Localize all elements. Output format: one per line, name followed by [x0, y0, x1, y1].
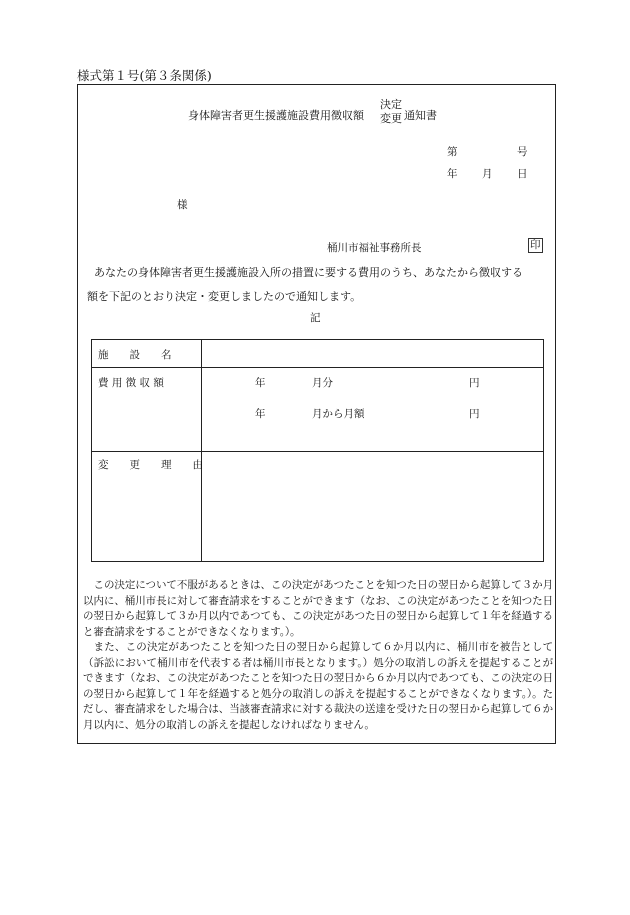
fee-row2-year: 年 — [255, 408, 266, 420]
table-divider — [92, 367, 543, 368]
change-reason-label: 変 更 理 由 — [98, 459, 203, 471]
form-number: 様式第１号(第３条関係) — [77, 68, 212, 83]
fee-row1-yen: 円 — [469, 377, 480, 389]
facility-name-label: 施 設 名 — [98, 349, 172, 361]
fee-row1-year: 年 — [255, 377, 266, 389]
intro-line-1: あなたの身体障害者更生援護施設入所の措置に要する費用のうち、あなたから徴収する — [94, 266, 523, 279]
date-year: 年 — [447, 168, 458, 180]
fee-row1-month: 月分 — [312, 377, 333, 389]
intro-line-2: 額を下記のとおり決定・変更しましたので通知します。 — [87, 290, 362, 303]
fee-table — [91, 339, 544, 562]
fee-row2-yen: 円 — [469, 408, 480, 420]
title-option-change: 変更 — [380, 112, 402, 125]
document-title: 身体障害者更生援護施設費用徴収額 — [188, 109, 364, 122]
recipient-suffix: 様 — [177, 199, 188, 211]
title-option-decision: 決定 — [380, 98, 402, 111]
title-option-stack — [380, 98, 402, 126]
date-month: 月 — [482, 168, 493, 180]
document-title-suffix: 通知書 — [404, 109, 437, 122]
ki-heading: 記 — [310, 312, 321, 324]
appeal-notice-paragraph-2: また、この決定があつたことを知つた日の翌日から起算して６か月以内に、桶川市を被告として（訴訟において桶川市を代表する者は桶川市長となります。）処分の取消しの訴えを提起することができます（なお、この決定があつたことを知つた日の翌日から６か月以内であつても、この決定の日の翌日から起算して１年を経過すると処分の取消しの訴えを提起することができなくなります。）。ただし、審査請求をした場合は、当該審査請求に対する裁決の送達を受けた日の翌日から起算して６か月以内に、処分の取消しの訴えを提起しなければなりません。 — [83, 641, 553, 731]
appeal-notice-paragraph-1: この決定について不服があるときは、この決定があつたことを知つた日の翌日から起算して３か月以内に、桶川市長に対して審査請求をすることができます（なお、この決定があつたことを知つた日の翌日から起算して３か月以内であつても、この決定があつた日の翌日から起算して１年を経過すると審査請求をすることができなくなります。）。 — [83, 579, 553, 638]
date-day: 日 — [517, 168, 528, 180]
number-prefix: 第 — [447, 146, 458, 158]
fee-amount-label: 費 用 徴 収 額 — [98, 377, 164, 389]
seal-mark: 印 — [530, 239, 541, 251]
fee-row2-month: 月から月額 — [312, 408, 365, 420]
appeal-notice — [83, 578, 553, 733]
number-suffix: 号 — [517, 146, 528, 158]
issuer-name: 桶川市福祉事務所長 — [327, 242, 422, 254]
table-divider — [92, 451, 543, 452]
table-column-divider — [201, 340, 202, 561]
